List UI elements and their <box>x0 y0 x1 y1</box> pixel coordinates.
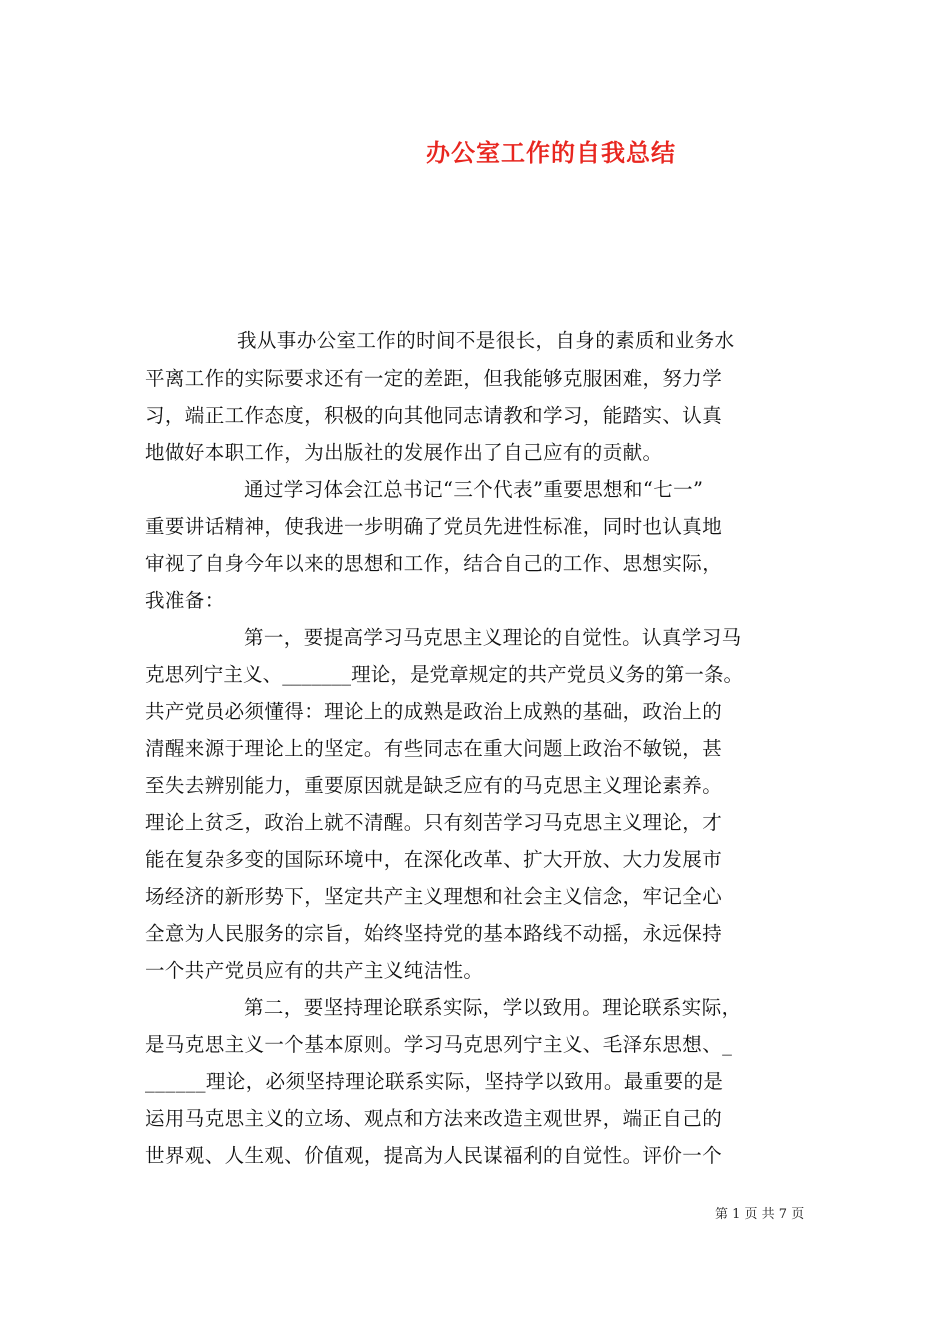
body-line: 场经济的新形势下，坚定共产主义理想和社会主义信念，牢记全心 <box>145 885 723 908</box>
document-title: 办公室工作的自我总结 <box>426 138 676 167</box>
body-line: 理论上贫乏，政治上就不清醒。只有刻苦学习马克思主义理论，才 <box>145 811 723 834</box>
body-line: 能在复杂多变的国际环境中，在深化改革、扩大开放、大力发展市 <box>145 848 723 871</box>
body-line: 审视了自身今年以来的思想和工作，结合自己的工作、思想实际， <box>145 552 723 575</box>
body-line: 我从事办公室工作的时间不是很长，自身的素质和业务水 <box>237 329 735 352</box>
body-line: 共产党员必须懂得：理论上的成熟是政治上成熟的基础，政治上的 <box>145 700 723 723</box>
body-line: 一个共产党员应有的共产主义纯洁性。 <box>145 959 484 982</box>
body-line: 第一，要提高学习马克思主义理论的自觉性。认真学习马 <box>244 626 742 649</box>
page-number-footer: 第 1 页 共 7 页 <box>715 1207 805 1222</box>
body-line: 重要讲话精神，使我进一步明确了党员先进性标准，同时也认真地 <box>145 515 723 538</box>
body-line: ______理论，必须坚持理论联系实际，坚持学以致用。最重要的是 <box>145 1070 724 1093</box>
body-line: 全意为人民服务的宗旨，始终坚持党的基本路线不动摇，永远保持 <box>145 922 723 945</box>
body-line: 第二，要坚持理论联系实际，学以致用。理论联系实际， <box>244 996 742 1019</box>
body-line: 是马克思主义一个基本原则。学习马克思列宁主义、毛泽东思想、_ <box>145 1033 733 1056</box>
body-line: 习，端正工作态度，积极的向其他同志请教和学习，能踏实、认真 <box>145 404 723 427</box>
body-line: 通过学习体会江总书记“三个代表”重要思想和“七一” <box>244 478 704 501</box>
body-line: 地做好本职工作，为出版社的发展作出了自己应有的贡献。 <box>145 441 663 464</box>
body-line: 运用马克思主义的立场、观点和方法来改造主观世界，端正自己的 <box>145 1107 723 1130</box>
body-line: 至失去辨别能力，重要原因就是缺乏应有的马克思主义理论素养。 <box>145 774 723 797</box>
body-line: 世界观、人生观、价值观，提高为人民谋福利的自觉性。评价一个 <box>145 1144 723 1167</box>
body-line: 平离工作的实际要求还有一定的差距，但我能够克服困难，努力学 <box>145 367 723 390</box>
body-line: 克思列宁主义、_______理论，是党章规定的共产党员义务的第一条。 <box>145 663 744 686</box>
body-line: 我准备： <box>145 589 225 612</box>
body-line: 清醒来源于理论上的坚定。有些同志在重大问题上政治不敏锐，甚 <box>145 737 723 760</box>
